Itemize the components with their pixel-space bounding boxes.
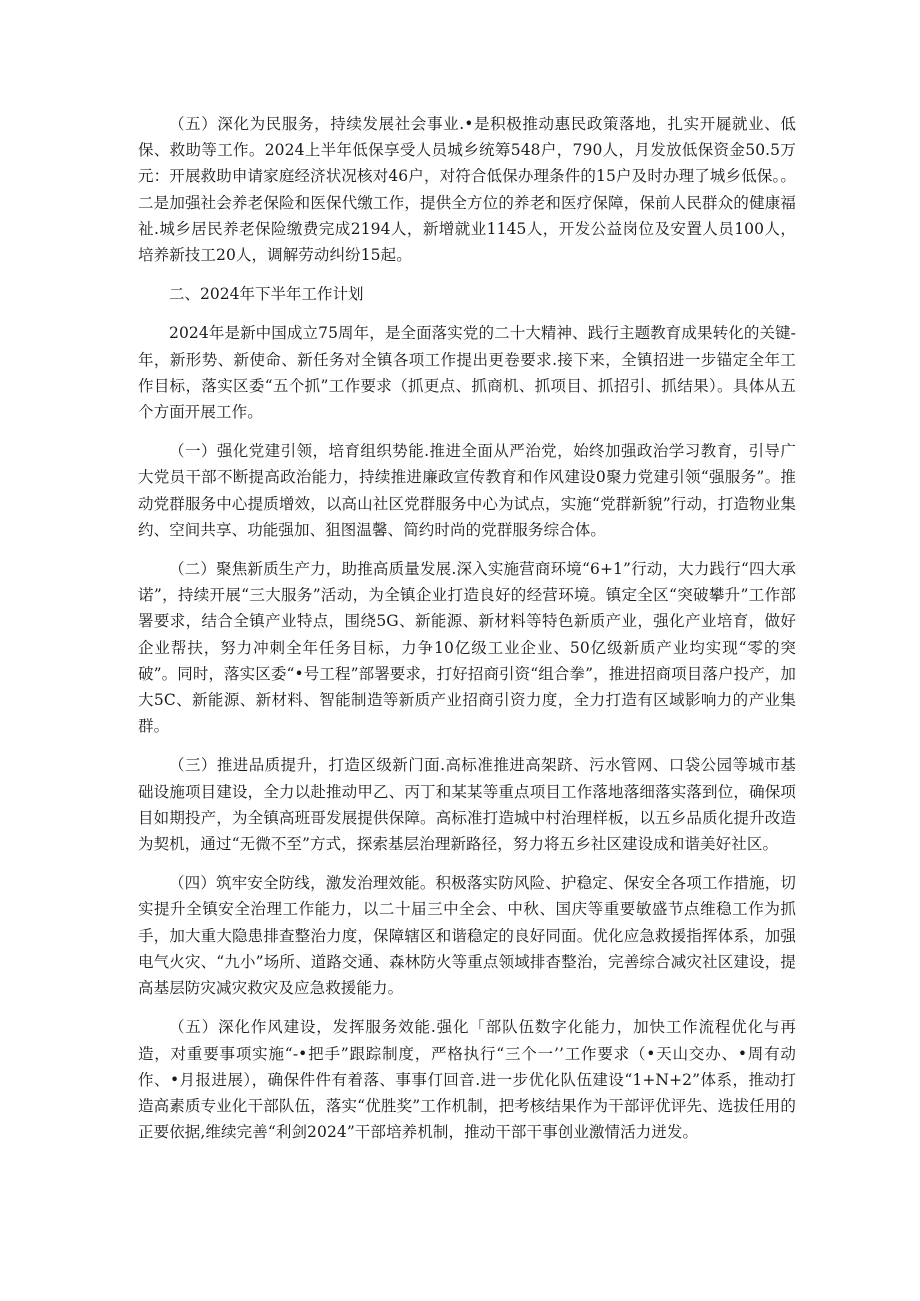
- paragraph-gap: [138, 543, 796, 556]
- paragraph-gap: [138, 425, 796, 438]
- paragraph-gap: [138, 1001, 796, 1014]
- paragraph-productivity: （二）聚焦新质生产力，助推高质量发展.深入实施营商环境“6+1”行动，大力践行“四大承诺”，持续开展“三大服务”活动，为全镇企业打造良好的经营环境。镇定全区“突破攀升”工作部署要求，结合全镇产业特点，围绕5G、新能源、新材料等特色新质产业，强化产业培育，做好企业帮扶，努力冲刺全年任务目标，力争10亿级工业企业、50亿级新质产业均实现“零的突破”。同时，落实区委“•号工程”部署要求，打好招商引资“组合拳”，推进招商项目落户投产，加大5C、新能源、新材料、智能制造等新质产业招商引资力度，全力打造有区域影响力的产业集群。: [138, 560, 796, 736]
- paragraph-gap: [138, 268, 796, 281]
- paragraph-social-services: （五）深化为民服务，持续发展社会事业.•是积极推动惠民政策落地，扎实开屣就业、低保、救助等工作。2024上半年低保享受人员城乡统筹548户，790人，月发放低保资金50.5万元：开展救助申请家庭经济状况核对46户，对符合低保办理条件的15户及时办理了城乡低保。。二是加强社会养老保险和医保代缴工作，提供全方位的养老和医疗保障，保前人民群众的健康福祉.城乡居民养老保险缴费完成2194人，新增就业1145人，开发公益岗位及安置人员100人，培养新技工20人，调解劳动纠纷15起。: [138, 115, 796, 265]
- paragraph-gap: [138, 857, 796, 870]
- paragraph-quality-upgrade: （三）推进品质提升，打造区级新门面.高标准推进高架跻、污水管网、口袋公园等城市基础设施项目建设，全力以赴推动甲乙、丙丁和某某等重点项目工作落地落细落实落到位，确保项目如期投产，为全镇高班哥发展提供保障。高标准打造城中村治理样板，以五乡品质化提升改造为契机，通过“无微不至”方式，探索基层治理新路径，努力将五乡社区建设成和谐美好社区。: [138, 756, 796, 854]
- document-body: [138, 111, 796, 1145]
- paragraph-party-building: （一）强化党建引领，培育组织势能.推进全面从严治党，始终加强政治学习教育，引导广大党员干部不断提高政治能力，持续推进廉政宣传教育和作风建设0聚力党建引领“强服务”。推动党群服务中心提质增效，以高山社区党群服务中心为试点，实施“党群新貌”行动，打造物业集约、空间共享、功能强加、狙图温馨、简约时尚的党群服务综合体。: [138, 442, 796, 539]
- paragraph-plan-intro: 2024年是新中国成立75周年，是全面落实党的二十大精神、践行主题教育成果转化的关键-年，新形势、新使命、新任务对全镇各项工作提出更卷要求.接下来，全镇招进一步锚定全年工作目标，落实区委“五个抓”工作要求（抓更点、抓商机、抓项目、抓招引、抓结果）。具体从五个方面开展工作。: [138, 324, 796, 422]
- paragraph-gap: [138, 307, 796, 320]
- section-heading-plan: 二、2024年下半年工作计划: [169, 285, 364, 304]
- paragraph-safety: （四）筑牢安全防线，激发治理效能。积极落实防风险、护稳定、保安全各项工作措施，切实提升全镇安全治理工作能力，以二十届三中全会、中秋、国庆等重要敏盛节点维稳工作为抓手，加大重大隐患排查整治力度，保障辖区和谐稳定的良好同面。优化应急救援指挥体系，加强电气火灾、“九小”场所、道路交通、森林防火等重点领域排杳整治，完善综合减灾社区建设，提高基层防灾减灾救灾及应急救援能力。: [138, 874, 796, 998]
- paragraph-gap: [138, 739, 796, 752]
- paragraph-work-style: （五）深化作风建设，发挥服务效能.强化「部队伍数字化能力，加快工作流程优化与再造，对重要事项实施“-•把手”跟踪制度，严格执行“三个一’’工作要求（•天山交办、•周有动作、•月报进展），确保件件有着落、事事仃回音.进一步优化队伍建设“1+N+2”体系，推动打造高素质专业化干部队伍，落实“优胜奖”工作机制，把考核结果作为干部评优评先、选拔任用的正要依据,维续完善“利剑2024”干部培养机制，推动干部干事创业激情活力迸发。: [138, 1018, 796, 1142]
